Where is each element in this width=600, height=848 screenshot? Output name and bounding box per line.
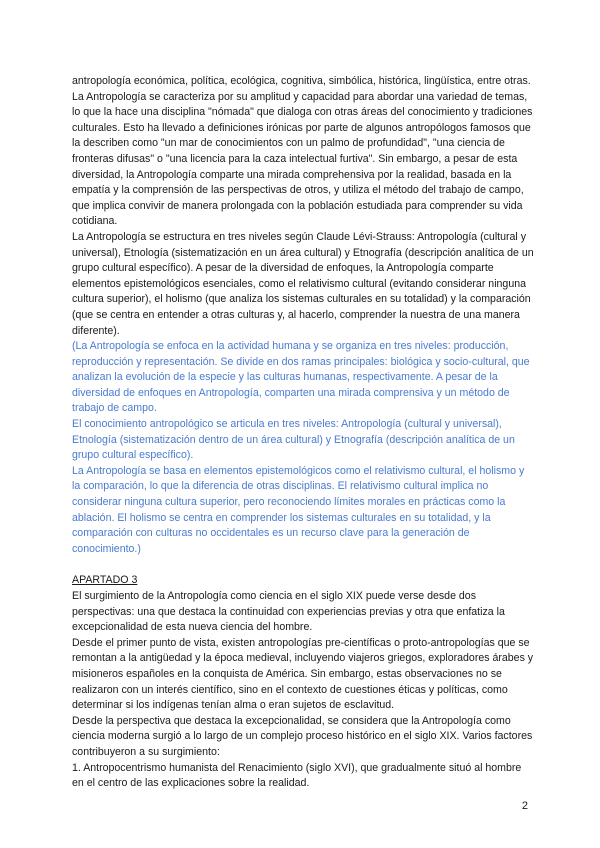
paragraph-intro-3: La Antropología se estructura en tres niveles según Claude Lévi-Strauss: Antropología (cultural y universal), Etnología (sistematización en un área cultural) y Etnografía (descripción analítica de un grupo cultural específico). A pesar de la diversidad de enfoques, la Antropología comparte elementos epistemológicos esenciales, como el relativismo cultural (evitando considerar ninguna cultura superior), el holismo (que analiza los sistemas culturales en su totalidad) y la comparación (que se centra en entender a otras culturas y, al hacerlo, comprender la nuestra de una manera diferente). [72, 230, 534, 337]
paragraph-section-2: Desde el primer punto de vista, existen antropologías pre-científicas o proto-antropologías que se remontan a la antigüedad y la época medieval, incluyendo viajeros griegos, exploradores árabes y misioneros españoles en la conquista de América. Sin embargo, estas observaciones no se realizaron con un interés científico, sino en el contexto de cuestiones éticas y políticas, como determinar si los indígenas tenían alma o eran sujetos de esclavitud. [72, 636, 534, 712]
page-number: 2 [521, 800, 528, 812]
paragraph-section-3: Desde la perspectiva que destaca la excepcionalidad, se considera que la Antropología como ciencia moderna surgió a lo largo de un complejo proceso histórico en el siglo XIX. Varios factores contribuyeron a su surgimiento: [72, 714, 533, 758]
paragraph-summary-2: El conocimiento antropológico se articula en tres niveles: Antropología (cultural y universal), Etnología (sistematización dentro de un área cultural) y Etnografía (descripción analítica de un grupo cultural específico). [72, 418, 515, 462]
paragraph-summary-3: La Antropología se basa en elementos epistemológicos como el relativismo cultural, el holismo y la comparación, lo que la diferencia de otras disciplinas. El relativismo cultural implica no considerar ninguna cultura superior, pero reconociendo límites morales en prácticas como la ablación. El holismo se centra en comprender los sistemas culturales en su totalidad, y la comparación con culturas no occidentales es un recurso clave para la generación de conocimiento.) [72, 464, 525, 555]
paragraph-intro-1: antropología económica, política, ecológica, cognitiva, simbólica, histórica, lingüística, entre otras. [72, 75, 531, 87]
paragraph-section-1: El surgimiento de la Antropología como ciencia en el siglo XIX puede verse desde dos perspectivas: una que destaca la continuidad con experiencias previas y otra que enfatiza la excepcionalidad de esta nueva ciencia del hombre. [72, 590, 505, 634]
paragraph-intro-2: La Antropología se caracteriza por su amplitud y capacidad para abordar una variedad de temas, lo que la hace una disciplina "nómada" que dialoga con otras áreas del conocimiento y tradiciones culturales. Esto ha llevado a definiciones irónicas por parte de algunos antropólogos famosos que la describen como "un mar de conocimientos con un palmo de profundidad", "una ciencia de fronteras difusas" o "una licencia para la caza intelectual furtiva". Sin embargo, a pesar de esta diversidad, la Antropología comparte una mirada comprehensiva por la realidad, basada en la empatía y la comprensión de las perspectivas de otros, y utiliza el método del trabajo de campo, que implica convivir de manera prolongada con la población estudiada para comprender su vida cotidiana. [72, 90, 533, 228]
paragraph-summary-1: (La Antropología se enfoca en la actividad humana y se organiza en tres niveles: producción, reproducción y representación. Se divide en dos ramas principales: biológica y socio-cultural, que analizan la evolución de la especie y las culturas humanas, respectivamente. A pesar de la diversidad de enfoques en Antropología, comparten una mirada comprensiva y un método de trabajo de campo. [72, 340, 530, 415]
page-body [72, 74, 534, 792]
section-heading: APARTADO 3 [72, 574, 138, 587]
paragraph-section-4: 1. Antropocentrismo humanista del Renacimiento (siglo XVI), que gradualmente situó al hombre en el centro de las explicaciones sobre la realidad. [72, 761, 522, 790]
